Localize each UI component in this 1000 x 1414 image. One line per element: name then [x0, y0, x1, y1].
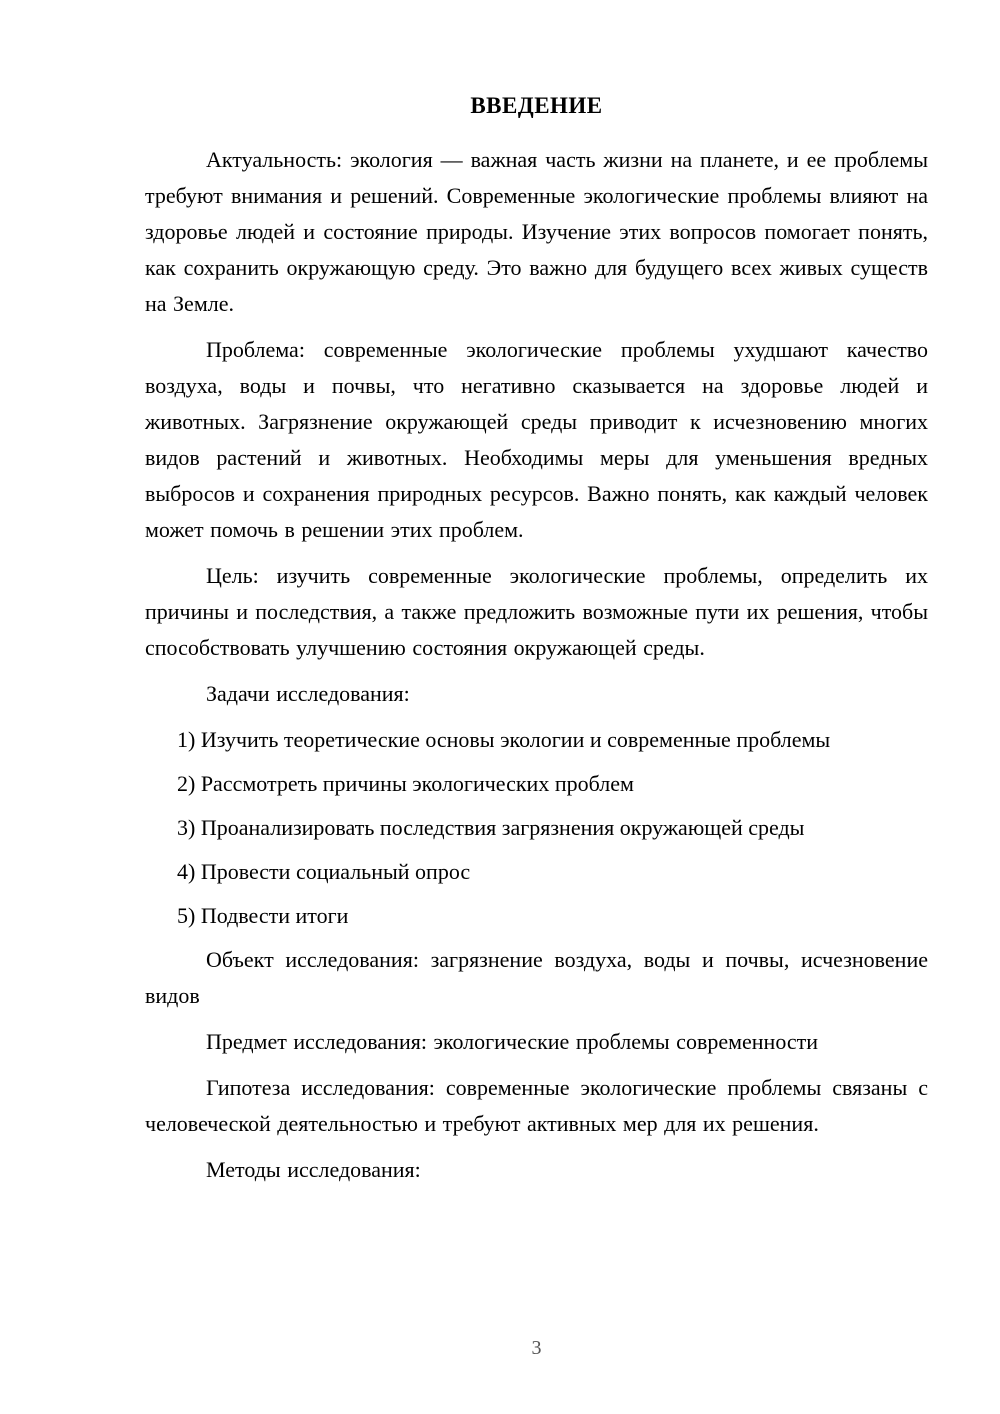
paragraph-methods: Методы исследования:	[206, 1157, 421, 1182]
paragraph-object: Объект исследования: загрязнение воздуха, воды и почвы, исчезновение видов	[145, 947, 928, 1008]
tasks-heading: Задачи исследования:	[206, 681, 410, 706]
page-number: 3	[531, 1337, 542, 1359]
paragraph-problem: Проблема: современные экологические проблемы ухудшают качество воздуха, воды и почвы, что негативно сказывается на здоровье людей и животных. Загрязнение окружающей среды приводит к исчезновению многих видов растений и животных. Необходимы меры для уменьшения вредных выбросов и сохранения природных ресурсов. Важно понять, как каждый человек может помочь в решении этих проблем.	[145, 337, 928, 542]
task-item-2: 2) Рассмотреть причины экологических проблем	[177, 771, 634, 796]
task-item-4: 4) Провести социальный опрос	[177, 859, 471, 884]
paragraph-hypothesis: Гипотеза исследования: современные экологические проблемы связаны с человеческой деятельностью и требуют активных мер для их решения.	[145, 1075, 928, 1136]
task-item-3: 3) Проанализировать последствия загрязнения окружающей среды	[177, 815, 805, 840]
task-item-5: 5) Подвести итоги	[177, 903, 349, 928]
task-item-1: 1) Изучить теоретические основы экологии и современные проблемы	[177, 727, 831, 752]
paragraph-subject: Предмет исследования: экологические проблемы современности	[206, 1029, 819, 1054]
paragraph-goal: Цель: изучить современные экологические проблемы, определить их причины и последствия, а также предложить возможные пути их решения, чтобы способствовать улучшению состояния окружающей среды.	[145, 563, 928, 660]
paragraph-relevance: Актуальность: экология — важная часть жизни на планете, и ее проблемы требуют внимания и решений. Современные экологические проблемы влияют на здоровье людей и состояние природы. Изучение этих вопросов помогает понять, как сохранить окружающую среду. Это важно для будущего всех живых существ на Земле.	[145, 147, 928, 316]
page-title: ВВЕДЕНИЕ	[470, 93, 603, 118]
